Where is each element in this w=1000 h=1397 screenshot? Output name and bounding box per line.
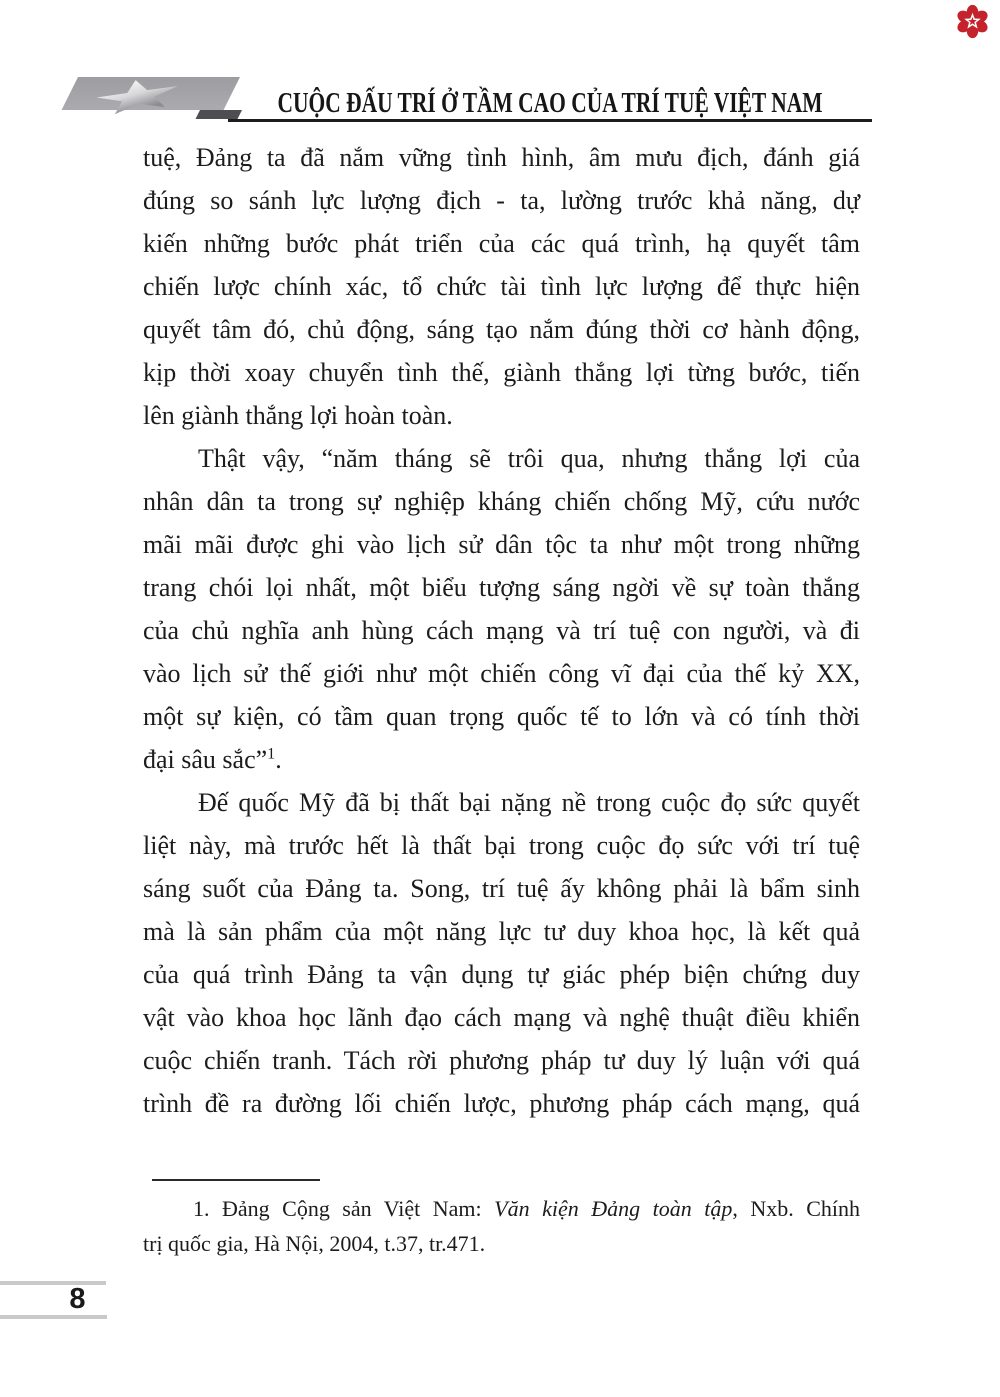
- body-line: Thật vậy, “năm tháng sẽ trôi qua, nhưng thắng lợi của: [198, 444, 860, 473]
- red-flower-star-icon: [955, 4, 990, 39]
- footnote-source: 1. Đảng Cộng sản Việt Nam:: [193, 1196, 495, 1221]
- page-title: CUỘC ĐẤU TRÍ Ở TẦM CAO CỦA TRÍ TUỆ VIỆT NAM: [277, 87, 823, 119]
- sentence-period: .: [275, 745, 282, 774]
- body-line: trình đề ra đường lối chiến lược, phương pháp cách mạng, quá: [143, 1089, 860, 1118]
- body-line: một sự kiện, có tầm quan trọng quốc tế to lớn và có tính thời: [143, 702, 860, 731]
- body-line: vào lịch sử thế giới như một chiến công vĩ đại của thế kỷ XX,: [143, 659, 860, 688]
- body-line: mà là sản phẩm của một năng lực tư duy khoa học, là kết quả: [143, 917, 860, 946]
- body-line: sáng suốt của Đảng ta. Song, trí tuệ ấy không phải là bẩm sinh: [143, 874, 860, 903]
- body-line: trang chói lọi nhất, một biểu tượng sáng ngời về sự toàn thắng: [143, 573, 860, 602]
- body-line: kịp thời xoay chuyển tình thế, giành thắng lợi từng bước, tiến: [143, 358, 860, 387]
- paragraph: [143, 437, 860, 781]
- footnote-line: trị quốc gia, Hà Nội, 2004, t.37, tr.471.: [143, 1231, 486, 1256]
- body-line: của quá trình Đảng ta vận dụng tự giác phép biện chứng duy: [143, 960, 860, 989]
- footnote-reference: 1: [267, 745, 276, 763]
- quote-end-text: đại sâu sắc”: [143, 745, 268, 774]
- page-number-rule-bottom: [0, 1315, 107, 1319]
- body-line: vật vào khoa học lãnh đạo cách mạng và nghệ thuật điều khiển: [143, 1003, 860, 1032]
- page-number: 8: [69, 1283, 86, 1315]
- body-line: quyết tâm đó, chủ động, sáng tạo nắm đúng thời cơ hành động,: [143, 315, 860, 344]
- footnote-work-title: Văn kiện Đảng toàn tập: [494, 1196, 733, 1221]
- body-line: [143, 738, 860, 781]
- banner-tail-accent: [196, 110, 242, 119]
- body-line: đúng so sánh lực lượng địch - ta, lường trước khả năng, dự: [143, 186, 860, 215]
- footnote-publisher: , Nxb. Chính: [732, 1196, 860, 1221]
- footnote: [143, 1191, 860, 1261]
- footnote-separator: [152, 1179, 320, 1181]
- body-line: tuệ, Đảng ta đã nắm vững tình hình, âm mưu địch, đánh giá: [143, 143, 860, 172]
- body-line: cuộc chiến tranh. Tách rời phương pháp tư duy lý luận với quá: [143, 1046, 860, 1075]
- paragraph: [143, 781, 860, 1125]
- body-line: mãi mãi được ghi vào lịch sử dân tộc ta như một trong những: [143, 530, 860, 559]
- body-line: liệt này, mà trước hết là thất bại trong cuộc đọ sức với trí tuệ: [143, 831, 860, 860]
- body-line: lên giành thắng lợi hoàn toàn.: [143, 401, 453, 430]
- paragraph: [143, 136, 860, 437]
- title-underline: [228, 119, 872, 122]
- body-line: Đế quốc Mỹ đã bị thất bại nặng nề trong cuộc đọ sức quyết: [198, 788, 860, 817]
- body-line: nhân dân ta trong sự nghiệp kháng chiến chống Mỹ, cứu nước: [143, 487, 860, 516]
- footnote-line: [143, 1191, 860, 1226]
- body-line: kiến những bước phát triển của các quá trình, hạ quyết tâm: [143, 229, 860, 258]
- body-line: chiến lược chính xác, tổ chức tài tình lực lượng để thực hiện: [143, 272, 860, 301]
- embossed-star-icon: [92, 79, 184, 115]
- body-text: [143, 136, 860, 1125]
- body-line: của chủ nghĩa anh hùng cách mạng và trí tuệ con người, và đi: [143, 616, 860, 645]
